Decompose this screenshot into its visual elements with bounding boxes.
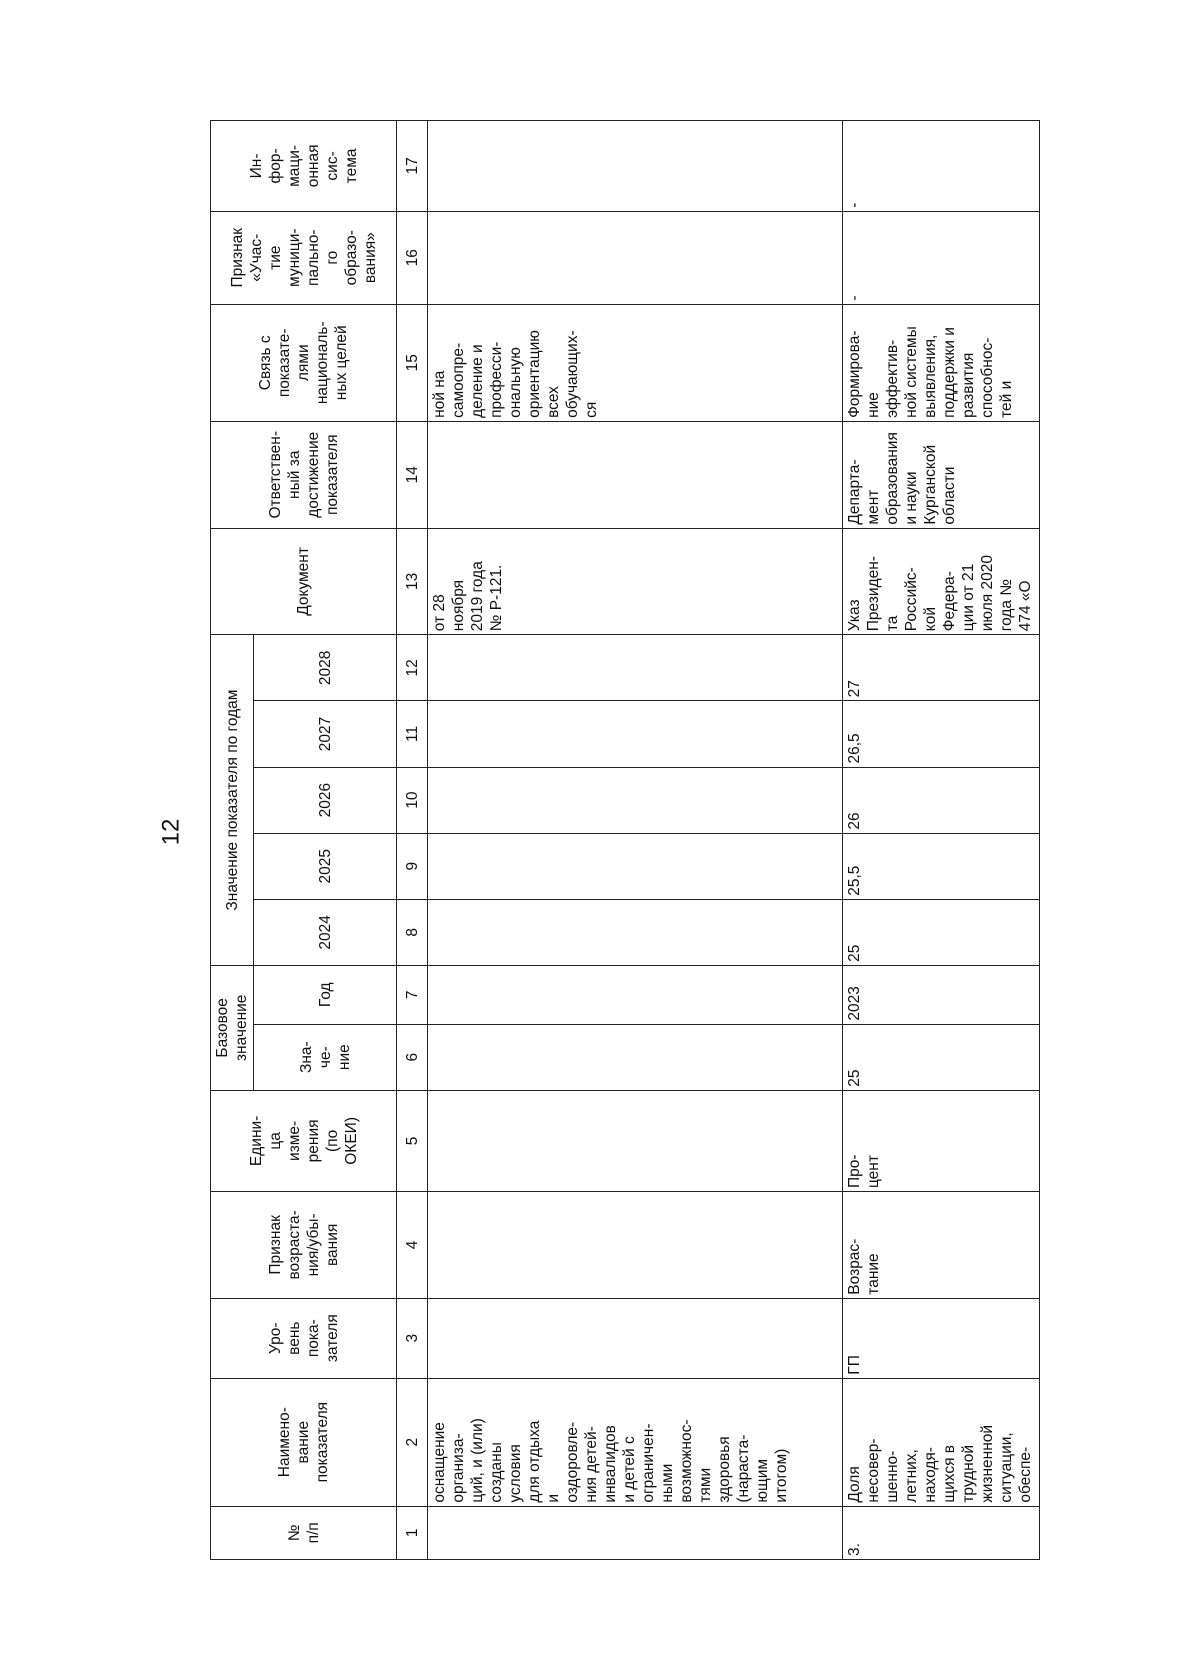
header-trend: Признак возраста- ния/убы- вания bbox=[211, 1192, 397, 1299]
header-base-value: Зна- че- ние bbox=[254, 1024, 397, 1090]
header-num: № п/п bbox=[211, 1506, 397, 1559]
column-number: 11 bbox=[397, 701, 428, 767]
table-cell: 25 bbox=[843, 899, 1040, 965]
table-cell: ГП bbox=[843, 1298, 1040, 1378]
table-cell: - bbox=[843, 211, 1040, 304]
column-number: 14 bbox=[397, 421, 428, 528]
table-cell bbox=[428, 1298, 843, 1378]
table-cell: Возрас- тание bbox=[843, 1192, 1040, 1299]
table-cell bbox=[428, 211, 843, 304]
table-cell: Формирова- ние эффектив- ной системы выявления, поддержки и развития способнос- тей и bbox=[843, 304, 1040, 421]
header-row-1 bbox=[211, 121, 254, 1560]
column-numbers-row bbox=[397, 121, 428, 1560]
column-number: 17 bbox=[397, 121, 428, 212]
column-number: 6 bbox=[397, 1024, 428, 1090]
header-national-goals: Связь с показате- лями националь- ных целей bbox=[211, 304, 397, 421]
table-row bbox=[428, 121, 843, 1560]
indicators-table bbox=[210, 120, 1040, 1560]
table-cell bbox=[428, 1090, 843, 1191]
page-number: 12 bbox=[157, 818, 185, 846]
column-number: 8 bbox=[397, 899, 428, 965]
header-name: Наимено- вание показателя bbox=[211, 1378, 397, 1506]
header-base-year: Год bbox=[254, 965, 397, 1024]
table-cell: ной на самоопре- деление и професси- ональную ориентацию всех обучающих- ся bbox=[428, 304, 843, 421]
table-cell: оснащение организа- ций, и (или) созданы условия для отдыха и оздоровле- ния детей- инвалидов и детей с ограничен- ными возможнос- тями здоровья (нараста- ющим итогом) bbox=[428, 1378, 843, 1506]
table-cell: Указ Президен- та Российс- кой Федера- ции от 21 июля 2020 года № 474 «О bbox=[843, 528, 1040, 635]
header-years-group: Значение показателя по годам bbox=[211, 635, 254, 966]
rotated-table-wrapper bbox=[210, 120, 1110, 1560]
column-number: 9 bbox=[397, 833, 428, 899]
table-cell: от 28 ноября 2019 года № Р-121. bbox=[428, 528, 843, 635]
table-cell: Доля несовер- шенно- летних, находя- щихся в трудной жизненной ситуации, обеспе- bbox=[843, 1378, 1040, 1506]
column-number: 1 bbox=[397, 1506, 428, 1559]
header-base-group: Базовое значение bbox=[211, 965, 254, 1090]
header-year-2027: 2027 bbox=[254, 701, 397, 767]
header-year-2025: 2025 bbox=[254, 833, 397, 899]
header-municipal: Признак «Учас- тие муници- пально- го образо- вания» bbox=[211, 211, 397, 304]
column-number: 5 bbox=[397, 1090, 428, 1191]
table-cell bbox=[428, 1506, 843, 1559]
table-cell: 26,5 bbox=[843, 701, 1040, 767]
header-responsible: Ответствен- ный за достижение показателя bbox=[211, 421, 397, 528]
table-cell bbox=[428, 767, 843, 833]
column-number: 10 bbox=[397, 767, 428, 833]
table-cell bbox=[428, 635, 843, 701]
header-level: Уро- вень пока- зателя bbox=[211, 1298, 397, 1378]
table-cell bbox=[428, 1024, 843, 1090]
table-row bbox=[843, 121, 1040, 1560]
table-cell: 2023 bbox=[843, 965, 1040, 1024]
table-cell bbox=[428, 965, 843, 1024]
column-number: 2 bbox=[397, 1378, 428, 1506]
table-cell: 25 bbox=[843, 1024, 1040, 1090]
column-number: 3 bbox=[397, 1298, 428, 1378]
table-cell bbox=[428, 421, 843, 528]
table-cell bbox=[428, 1192, 843, 1299]
table-cell bbox=[428, 833, 843, 899]
table-cell: Про- цент bbox=[843, 1090, 1040, 1191]
table-cell bbox=[428, 121, 843, 212]
table-cell: 3. bbox=[843, 1506, 1040, 1559]
column-number: 13 bbox=[397, 528, 428, 635]
header-year-2028: 2028 bbox=[254, 635, 397, 701]
table-cell: 26 bbox=[843, 767, 1040, 833]
header-document: Документ bbox=[211, 528, 397, 635]
column-number: 16 bbox=[397, 211, 428, 304]
table-cell: 27 bbox=[843, 635, 1040, 701]
column-number: 15 bbox=[397, 304, 428, 421]
table-cell: 25,5 bbox=[843, 833, 1040, 899]
column-number: 4 bbox=[397, 1192, 428, 1299]
header-info-system: Ин- фор- маци- онная сис- тема bbox=[211, 121, 397, 212]
table-cell bbox=[428, 899, 843, 965]
header-year-2026: 2026 bbox=[254, 767, 397, 833]
table-cell: - bbox=[843, 121, 1040, 212]
header-year-2024: 2024 bbox=[254, 899, 397, 965]
column-number: 7 bbox=[397, 965, 428, 1024]
column-number: 12 bbox=[397, 635, 428, 701]
table-cell bbox=[428, 701, 843, 767]
header-unit: Едини- ца изме- рения (по ОКЕИ) bbox=[211, 1090, 397, 1191]
table-cell: Департа- мент образования и науки Курганской области bbox=[843, 421, 1040, 528]
